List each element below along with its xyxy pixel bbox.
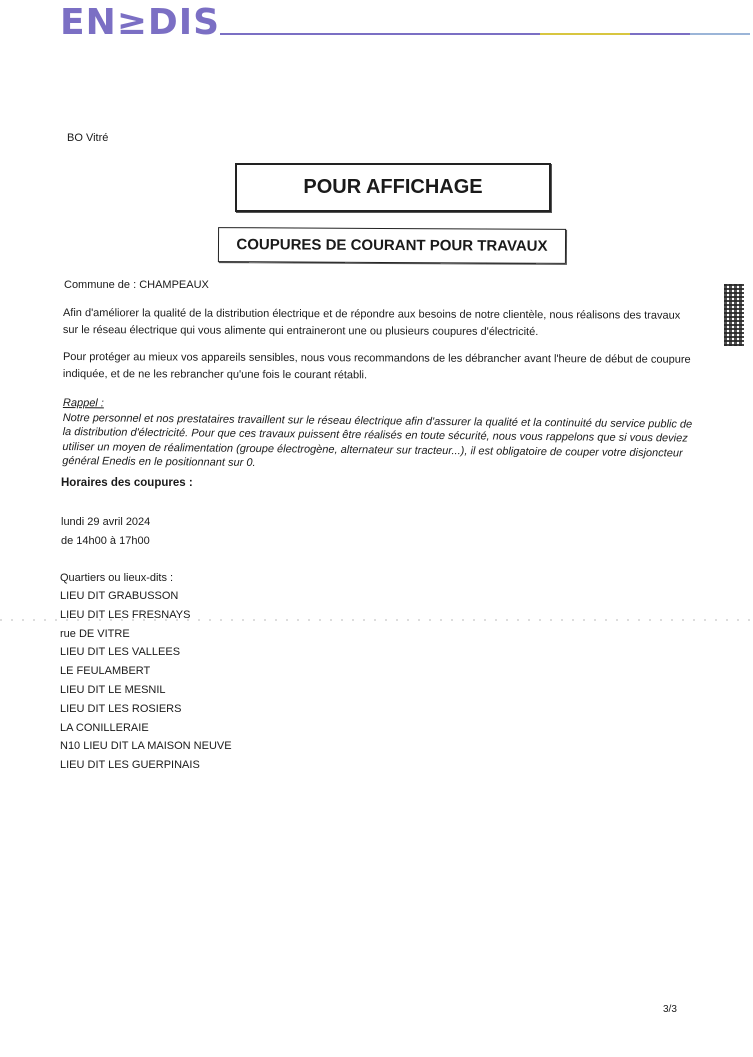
enedis-logo: EN≥DIS <box>60 2 221 43</box>
list-item: LIEU DIT LE MESNIL <box>60 683 166 696</box>
list-item: LIEU DIT LES GUERPINAIS <box>60 759 200 772</box>
list-item: LE FEULAMBERT <box>60 665 151 678</box>
quartiers-list <box>60 587 232 775</box>
commune-line: Commune de : CHAMPEAUX <box>64 279 209 291</box>
list-item: LIEU DIT LES ROSIERS <box>60 702 182 715</box>
list-item: LIEU DIT GRABUSSON <box>60 590 179 602</box>
list-item: LIEU DIT LES FRESNAYS <box>60 608 191 621</box>
horaires-title: Horaires des coupures : <box>61 477 193 489</box>
subtitle-box: COUPURES DE COURANT POUR TRAVAUX <box>218 227 566 264</box>
rappel-text: Notre personnel et nos prestataires travaillent sur le réseau électrique afin d'assurer la qualité et la continuité du service public de la distribution d'électricité. Pour que ces travaux puissent être réalisés en toute sécurité, nous vous rappelons que si vous deviez utiliser un moyen de réalimentation (groupe électrogène, alternateur sur tracteur...), il est obligatoire de couper votre disjoncteur général Enedis en le positionnant sur 0. <box>62 411 693 470</box>
quartiers-section <box>60 570 232 775</box>
rappel-section <box>62 396 693 475</box>
datamatrix-code <box>724 284 744 346</box>
intro-paragraph: Afin d'améliorer la qualité de la distribution électrique et de répondre aux besoins de notre clientèle, nous réalisons des travaux sur le réseau électrique qui vous alimente qui entraineront une ou plusieurs coupures d'électricité. <box>62 306 681 339</box>
recommendation-paragraph: Pour protéger au mieux vos appareils sensibles, nous vous recommandons de les débrancher avant l'heure de début de coupure indiquée, et de ne les rebrancher qu'une fois le courant rétabli. <box>62 350 691 382</box>
list-item: LIEU DIT LES VALLEES <box>60 646 181 659</box>
list-item: LA CONILLERAIE <box>60 721 149 734</box>
list-item: rue DE VITRE <box>60 627 130 640</box>
header-divider <box>220 28 750 40</box>
outage-date: lundi 29 avril 2024 <box>61 516 151 528</box>
title-box: POUR AFFICHAGE <box>235 163 551 212</box>
page-number: 3/3 <box>663 1004 677 1015</box>
office-name: BO Vitré <box>67 132 109 144</box>
rappel-title: Rappel : <box>62 396 104 410</box>
scan-artifact-line <box>0 617 753 623</box>
outage-schedule <box>61 513 150 551</box>
outage-time: de 14h00 à 17h00 <box>61 535 150 547</box>
quartiers-title: Quartiers ou lieux-dits : <box>60 572 174 584</box>
list-item: N10 LIEU DIT LA MAISON NEUVE <box>60 740 232 753</box>
